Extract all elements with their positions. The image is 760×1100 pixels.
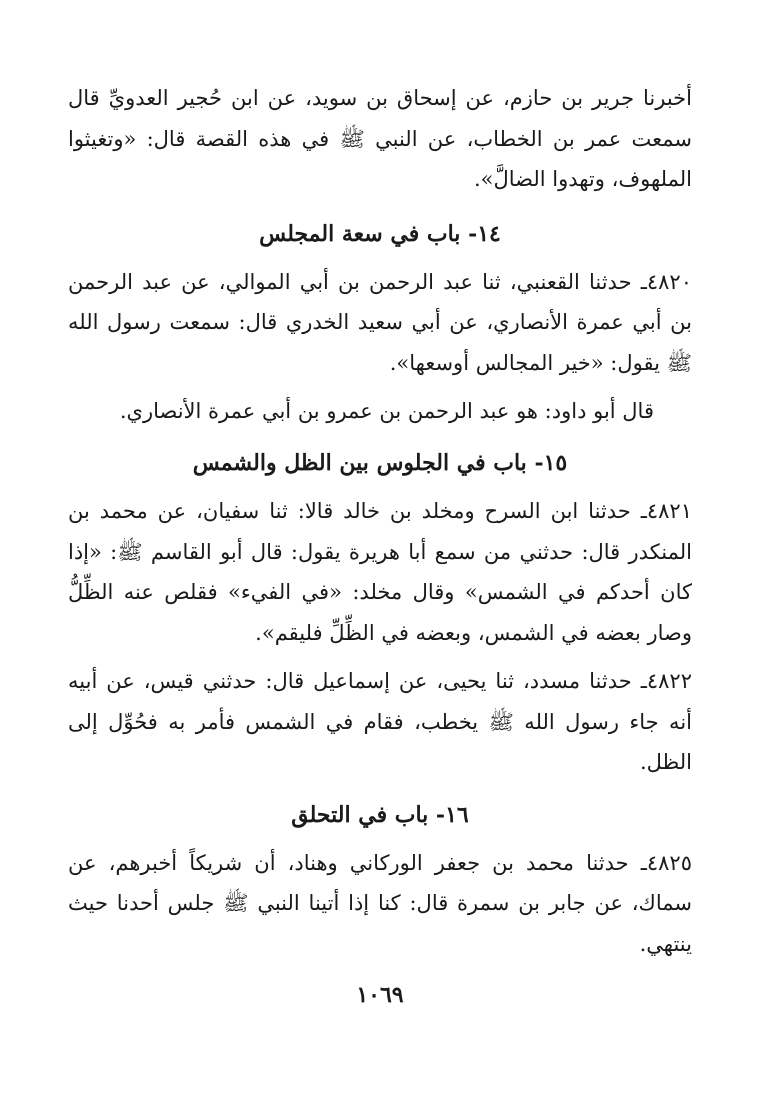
book-page	[68, 78, 692, 964]
hadith-paragraph: ٤٨٢١ـ حدثنا ابن السرح ومخلد بن خالد قالا: ثنا سفيان، عن محمد بن المنكدر قال: حدثني من سمع أبا هريرة يقول: قال أبو القاسم ﷺ: «إذا كان أحدكم في الشمس» وقال مخلد: «في الفيء» فقلص عنه الظِّلُّ وصار بعضه في الشمس، وبعضه في الظِّلِّ فليقم».	[68, 499, 692, 645]
section-heading: ١٤- باب في سعة المجلس	[259, 220, 501, 247]
section-heading: ١٥- باب في الجلوس بين الظل والشمس	[192, 450, 568, 476]
intro-paragraph: أخبرنا جرير بن حازم، عن إسحاق بن سويد، عن ابن حُجير العدويِّ قال سمعت عمر بن الخطاب، عن النبي ﷺ في هذه القصة قال: «وتغيثوا الملهوف، وتهدوا الضالَّ».	[68, 86, 692, 191]
hadith-paragraph: ٤٨٢٠ـ حدثنا القعنبي، ثنا عبد الرحمن بن أبي الموالي، عن عبد الرحمن بن أبي عمرة الأنصاري، عن أبي سعيد الخدري قال: سمعت رسول الله ﷺ يقول: «خير المجالس أوسعها».	[68, 269, 692, 375]
hadith-paragraph: ٤٨٢٢ـ حدثنا مسدد، ثنا يحيى، عن إسماعيل قال: حدثني قيس، عن أبيه أنه جاء رسول الله ﷺ يخطب، فقام في الشمس فأمر به فحُوِّل إلى الظل.	[68, 669, 692, 774]
author-note: قال أبو داود: هو عبد الرحمن بن عمرو بن أبي عمرة الأنصاري.	[119, 399, 654, 423]
page-number: ١٠٦٩	[356, 982, 404, 1008]
hadith-paragraph: ٤٨٢٥ـ حدثنا محمد بن جعفر الوركاني وهناد، أن شريكاً أخبرهم، عن سماك، عن جابر بن سمرة قال: كنا إذا أتينا النبي ﷺ جلس أحدنا حيث ينتهي.	[68, 850, 692, 956]
section-heading: ١٦- باب في التحلق	[291, 801, 469, 828]
